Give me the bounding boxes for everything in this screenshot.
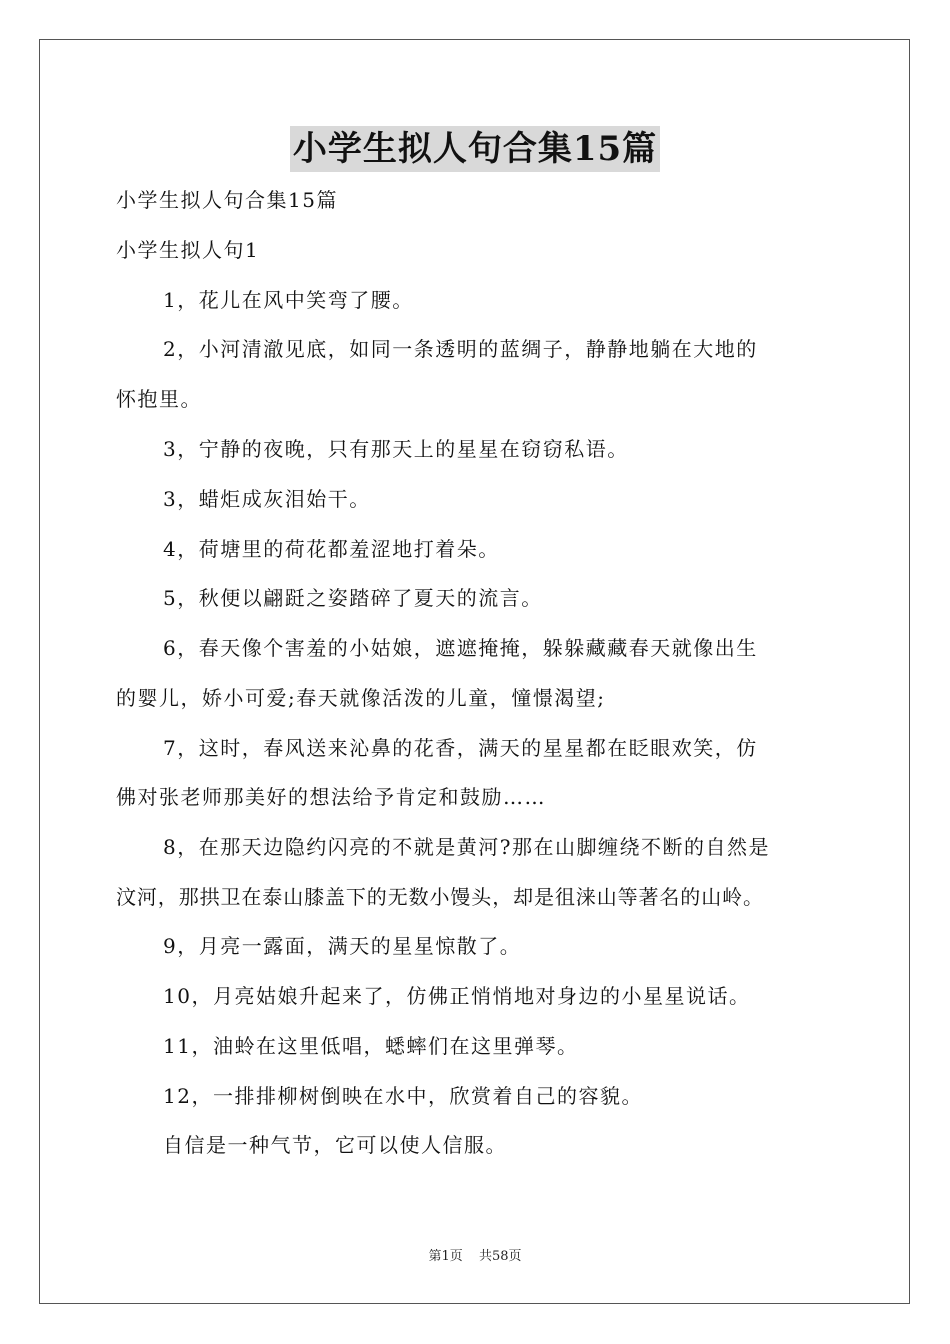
paragraph-line: 3，蜡炬成灰泪始干。 bbox=[163, 487, 371, 511]
paragraph-line: 10，月亮姑娘升起来了，仿佛正悄悄地对身边的小星星说话。 bbox=[163, 984, 751, 1008]
paragraph-line: 6，春天像个害羞的小姑娘，遮遮掩掩，躲躲藏藏春天就像出生 bbox=[163, 636, 758, 660]
paragraph-line: 12，一排排柳树倒映在水中，欣赏着自己的容貌。 bbox=[163, 1084, 643, 1108]
paragraph-line: 1，花儿在风中笑弯了腰。 bbox=[163, 288, 414, 312]
subtitle-line: 小学生拟人句合集15篇 bbox=[116, 188, 338, 212]
paragraph-line: 自信是一种气节，它可以使人信服。 bbox=[163, 1133, 507, 1157]
paragraph-line: 2，小河清澈见底，如同一条透明的蓝绸子，静静地躺在大地的 bbox=[163, 337, 758, 361]
title-block bbox=[0, 126, 950, 172]
paragraph-line: 汶河，那拱卫在泰山膝盖下的无数小馒头，却是徂涞山等著名的山岭。 bbox=[116, 885, 764, 909]
paragraph-line: 11，油蛉在这里低唱，蟋蟀们在这里弹琴。 bbox=[163, 1034, 579, 1058]
page-footer bbox=[0, 1248, 950, 1266]
section-heading: 小学生拟人句1 bbox=[116, 238, 260, 262]
page-total: 共58页 bbox=[478, 1249, 522, 1264]
paragraph-line: 7，这时，春风送来沁鼻的花香，满天的星星都在眨眼欢笑，仿 bbox=[163, 736, 758, 760]
paragraph-line: 佛对张老师那美好的想法给予肯定和鼓励…… bbox=[116, 785, 546, 809]
paragraph-line: 怀抱里。 bbox=[116, 387, 202, 411]
paragraph-line: 的婴儿，娇小可爱;春天就像活泼的儿童，憧憬渴望; bbox=[116, 686, 606, 710]
paragraph-line: 3，宁静的夜晚，只有那天上的星星在窃窃私语。 bbox=[163, 437, 629, 461]
page-border bbox=[39, 39, 910, 1304]
document-title: 小学生拟人句合集15篇 bbox=[290, 126, 660, 172]
paragraph-line: 4，荷塘里的荷花都羞涩地打着朵。 bbox=[163, 537, 500, 561]
paragraph-line: 8，在那天边隐约闪亮的不就是黄河?那在山脚缠绕不断的自然是 bbox=[163, 835, 770, 859]
paragraph-line: 9，月亮一露面，满天的星星惊散了。 bbox=[163, 934, 522, 958]
paragraph-line: 5，秋便以翩跹之姿踏碎了夏天的流言。 bbox=[163, 586, 543, 610]
page-number: 第1页 bbox=[428, 1249, 463, 1264]
